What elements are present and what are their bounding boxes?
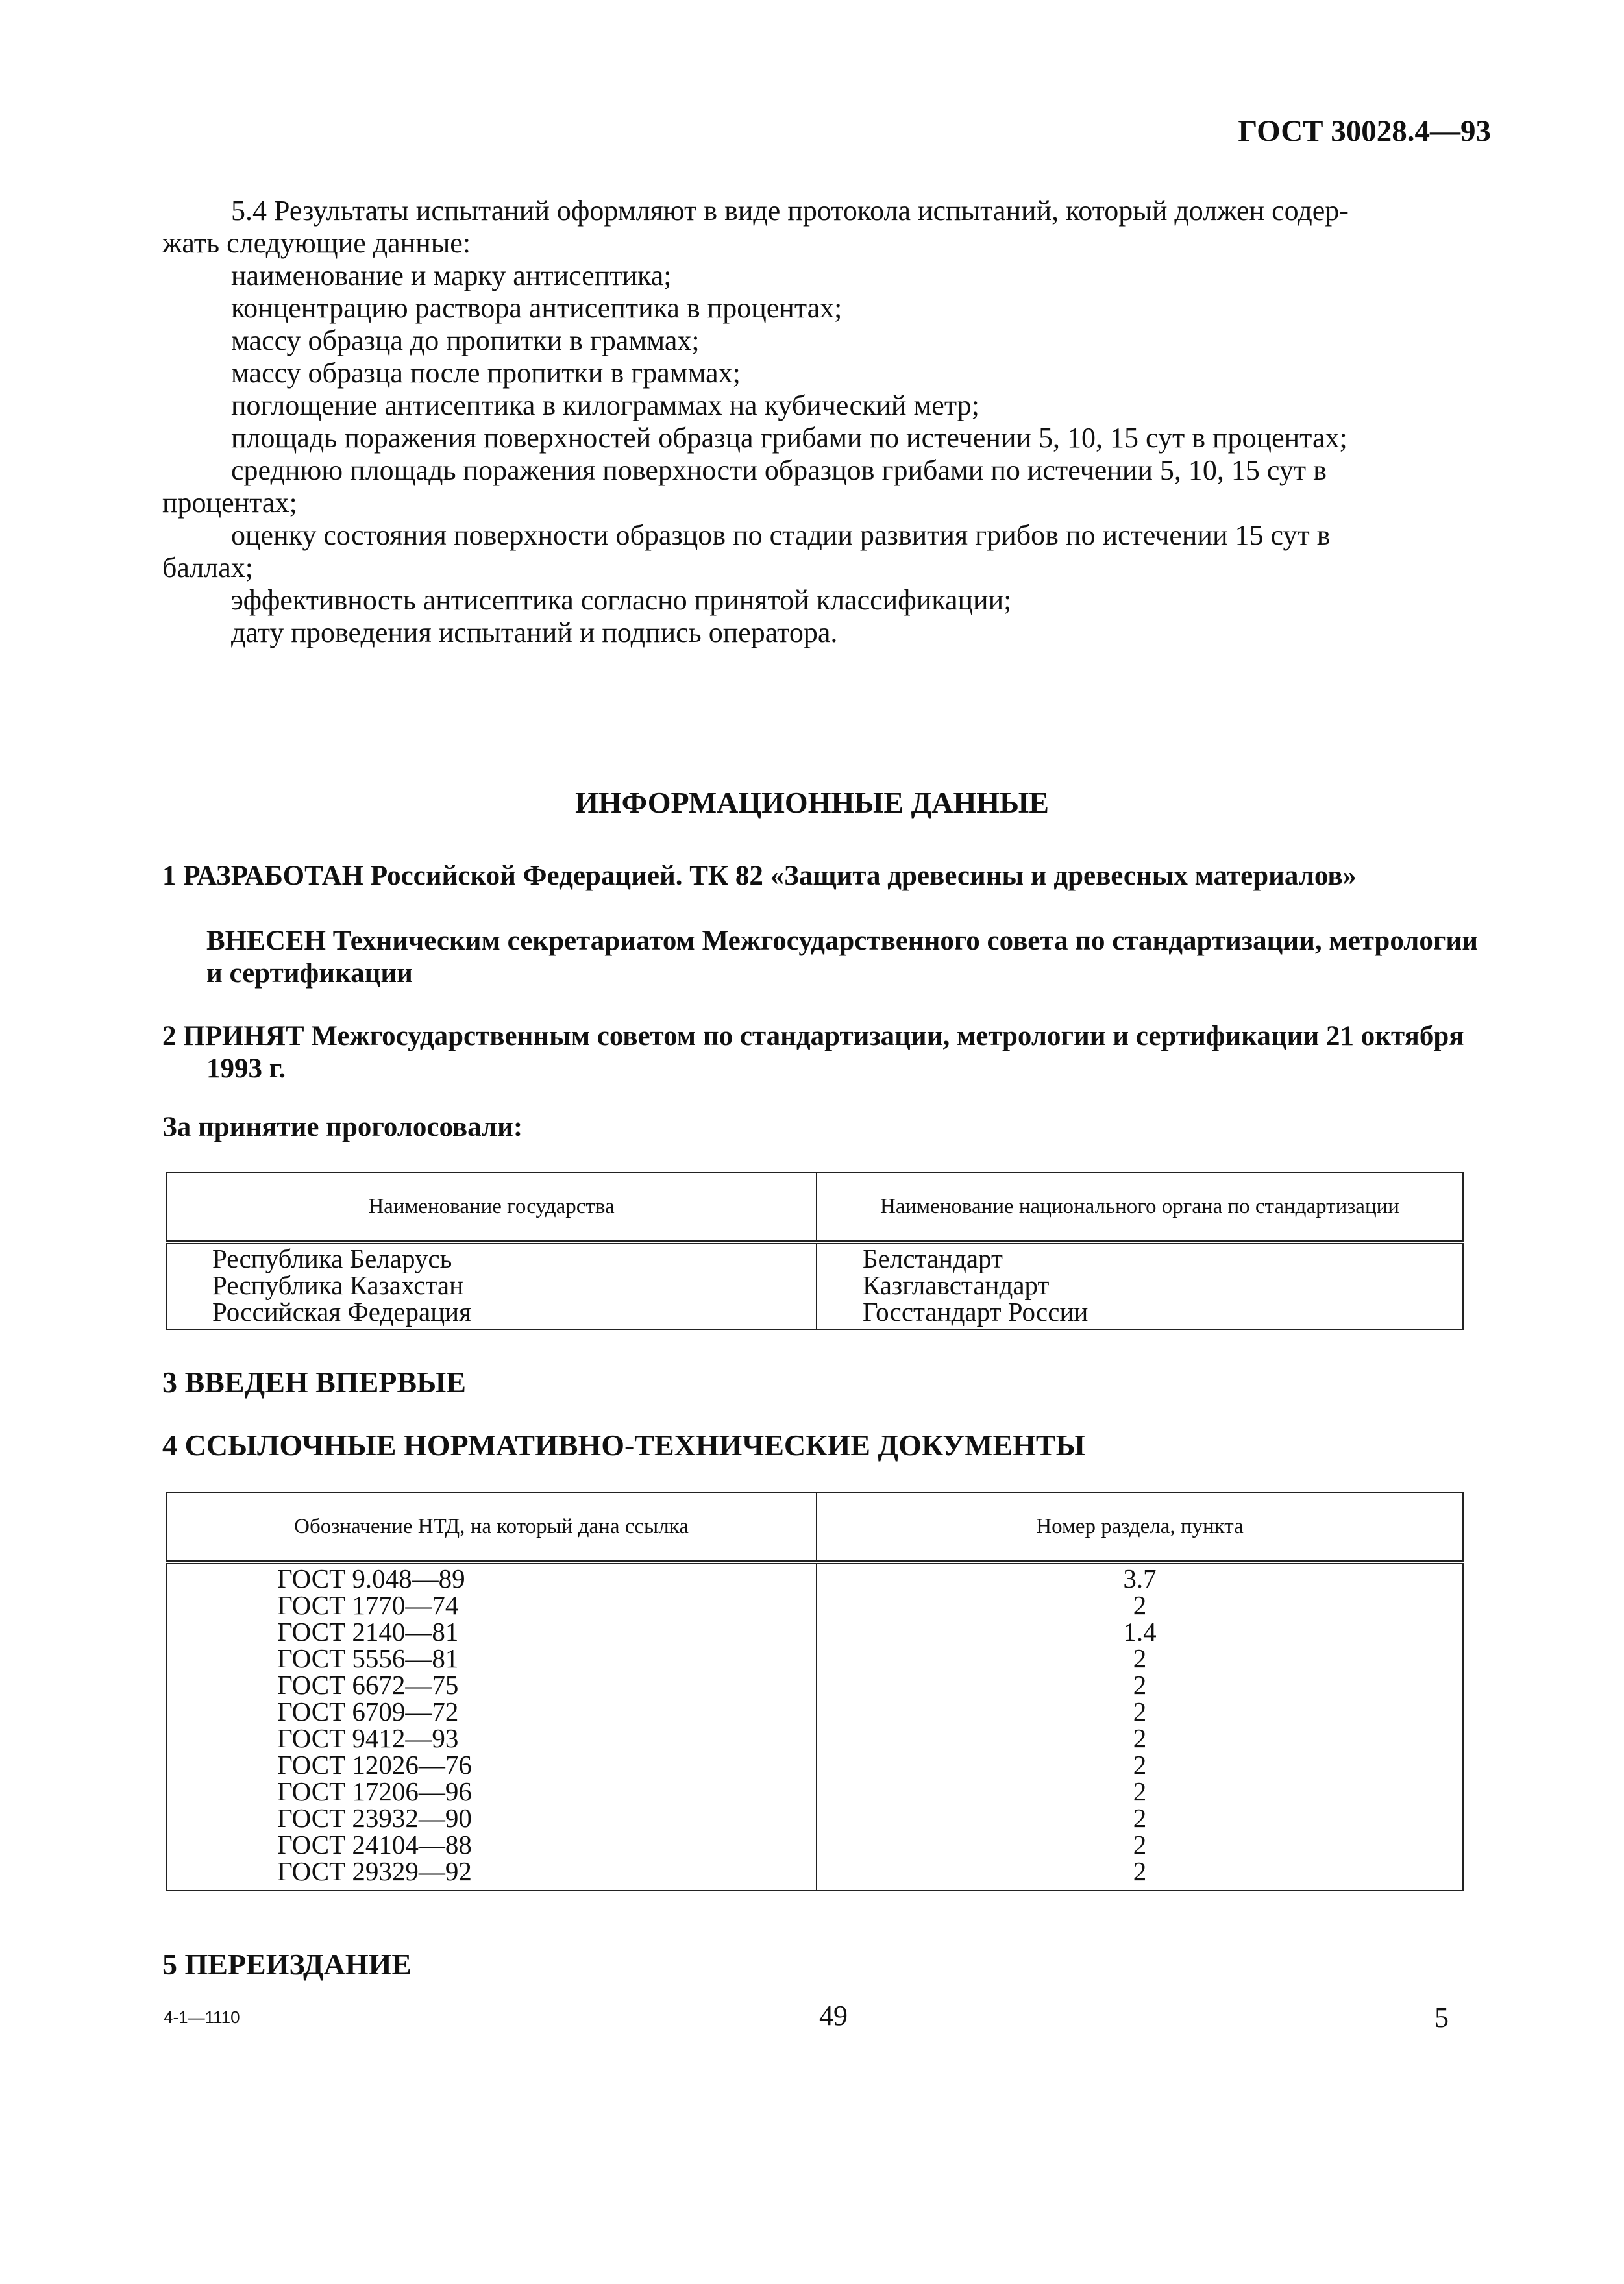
list-item: среднюю площадь поражения поверхности образцов грибами по истечении 5, 10, 15 сут в (231, 454, 1327, 486)
list-item: массу образца после пропитки в граммах; (231, 357, 741, 389)
section-ref: 2 (1133, 1750, 1147, 1780)
section-ref: 2 (1133, 1697, 1147, 1726)
table-header-cell: Наименование национального органа по стандартизации (817, 1172, 1463, 1242)
list-item: дату проведения испытаний и подпись оператора. (231, 617, 838, 648)
docs-cell (166, 1562, 817, 1891)
info-section-title: ИНФОРМАЦИОННЫЕ ДАННЫЕ (575, 786, 1049, 819)
doc-designation: ГОСТ 9.048—89 (277, 1564, 465, 1593)
body-name: Белстандарт (863, 1244, 1003, 1273)
section-ref: 2 (1133, 1723, 1147, 1753)
info-item-1: 1 РАЗРАБОТАН Российской Федерацией. ТК 82 «Защита древесины и древесных материалов» (162, 861, 1357, 891)
table-header-row (166, 1492, 1463, 1562)
doc-designation: ГОСТ 6709—72 (277, 1697, 459, 1726)
document-code: ГОСТ 30028.4—93 (1238, 114, 1491, 148)
state-name: Российская Федерация (212, 1297, 471, 1327)
table-row (166, 1242, 1463, 1329)
section-ref: 3.7 (1123, 1564, 1157, 1593)
info-item-5: 5 ПЕРЕИЗДАНИЕ (162, 1948, 412, 1981)
section-ref: 2 (1133, 1776, 1147, 1806)
section-ref: 2 (1133, 1830, 1147, 1860)
table-header-row (166, 1172, 1463, 1242)
doc-designation: ГОСТ 12026—76 (277, 1750, 472, 1780)
doc-designation: ГОСТ 29329—92 (277, 1856, 472, 1886)
doc-designation: ГОСТ 2140—81 (277, 1617, 459, 1647)
info-item-4: 4 ССЫЛОЧНЫЕ НОРМАТИВНО-ТЕХНИЧЕСКИЕ ДОКУМЕНТЫ (162, 1429, 1085, 1462)
list-item-continuation: баллах; (162, 552, 253, 583)
table-header-cell: Обозначение НТД, на который дана ссылка (166, 1492, 817, 1562)
list-item: концентрацию раствора антисептика в процентах; (231, 292, 843, 324)
page-number-center: 49 (819, 2000, 848, 2032)
body-name: Казглавстандарт (863, 1270, 1050, 1300)
list-item-continuation: процентах; (162, 487, 297, 519)
states-cell (166, 1242, 817, 1329)
list-item: массу образца до пропитки в граммах; (231, 325, 700, 356)
refs-cell (817, 1562, 1463, 1891)
references-table (166, 1492, 1464, 1891)
doc-designation: ГОСТ 6672—75 (277, 1670, 459, 1700)
section-ref: 2 (1133, 1643, 1147, 1673)
table-header-cell: Номер раздела, пункта (817, 1492, 1463, 1562)
doc-designation: ГОСТ 24104—88 (277, 1830, 472, 1860)
list-item: наименование и марку антисептика; (231, 260, 672, 291)
voting-table (166, 1172, 1464, 1330)
doc-designation: ГОСТ 17206—96 (277, 1776, 472, 1806)
section-ref: 2 (1133, 1856, 1147, 1886)
list-item: оценку состояния поверхности образцов по стадии развития грибов по истечении 15 сут в (231, 519, 1331, 551)
doc-designation: ГОСТ 5556—81 (277, 1643, 459, 1673)
body-name: Госстандарт России (863, 1297, 1089, 1327)
info-vnesen-line-2: и сертификации (206, 958, 413, 989)
section-ref: 1.4 (1123, 1617, 1157, 1647)
table-row (166, 1562, 1463, 1891)
info-vnesen-line-1: ВНЕСЕН Техническим секретариатом Межгосударственного совета по стандартизации, метрологии (206, 926, 1478, 956)
info-item-2: 2 ПРИНЯТ Межгосударственным советом по стандартизации, метрологии и сертификации 21 октября (162, 1021, 1464, 1051)
bodies-cell (817, 1242, 1463, 1329)
state-name: Республика Казахстан (212, 1270, 464, 1300)
state-name: Республика Беларусь (212, 1244, 452, 1273)
section-54-line-2: жать следующие данные: (162, 227, 471, 259)
section-54-line-1: 5.4 Результаты испытаний оформляют в виде протокола испытаний, который должен содер- (231, 195, 1349, 227)
doc-designation: ГОСТ 1770—74 (277, 1590, 459, 1620)
section-ref: 2 (1133, 1670, 1147, 1700)
page-number-right: 5 (1434, 2002, 1449, 2033)
list-item: поглощение антисептика в килограммах на кубический метр; (231, 389, 979, 421)
footer-print-code: 4-1—1110 (164, 2008, 240, 2027)
doc-designation: ГОСТ 9412—93 (277, 1723, 459, 1753)
voted-label: За принятие проголосовали: (162, 1112, 523, 1142)
info-item-3: 3 ВВЕДЕН ВПЕРВЫЕ (162, 1366, 466, 1399)
section-ref: 2 (1133, 1590, 1147, 1620)
section-ref: 2 (1133, 1803, 1147, 1833)
list-item: площадь поражения поверхностей образца грибами по истечении 5, 10, 15 сут в процентах; (231, 422, 1347, 454)
doc-designation: ГОСТ 23932—90 (277, 1803, 472, 1833)
list-item: эффективность антисептика согласно принятой классификации; (231, 584, 1012, 616)
table-header-cell: Наименование государства (166, 1172, 817, 1242)
info-item-2-date: 1993 г. (206, 1053, 286, 1084)
